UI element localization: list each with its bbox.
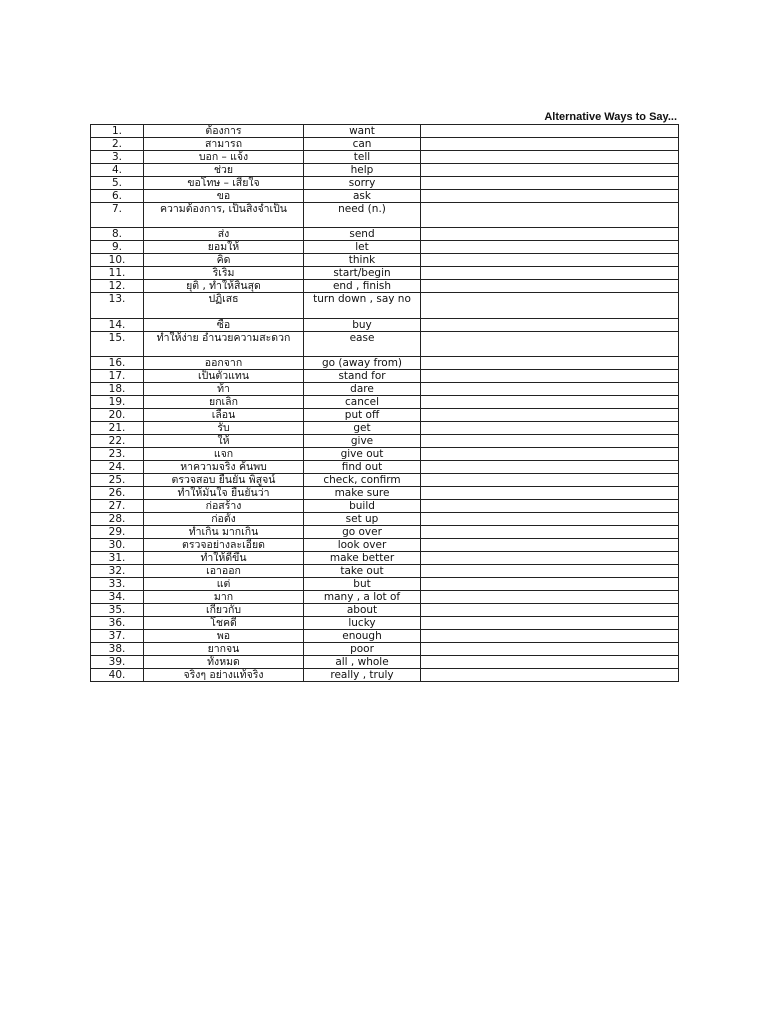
- alternative-cell: [421, 370, 679, 383]
- alternative-cell: [421, 396, 679, 409]
- thai-word: เอาออก: [144, 565, 304, 578]
- english-word: think: [304, 254, 421, 267]
- english-word: check, confirm: [304, 474, 421, 487]
- row-number: 20.: [91, 409, 144, 422]
- row-number: 26.: [91, 487, 144, 500]
- row-number: 27.: [91, 500, 144, 513]
- table-row: [91, 241, 679, 254]
- table-row: [91, 617, 679, 630]
- thai-word: ยอมให้: [144, 241, 304, 254]
- alternative-cell: [421, 138, 679, 151]
- thai-word: ท้า: [144, 383, 304, 396]
- thai-word: จริงๆ อย่างแท้จริง: [144, 669, 304, 682]
- row-number: 39.: [91, 656, 144, 669]
- english-word: turn down , say no: [304, 293, 421, 318]
- english-word: really , truly: [304, 669, 421, 682]
- english-word: find out: [304, 461, 421, 474]
- row-number: 17.: [91, 370, 144, 383]
- table-row: [91, 474, 679, 487]
- row-number: 24.: [91, 461, 144, 474]
- table-row: [91, 513, 679, 526]
- table-row: [91, 396, 679, 409]
- english-word: let: [304, 241, 421, 254]
- table-row: [91, 138, 679, 151]
- table-row: [91, 591, 679, 604]
- alternative-cell: [421, 617, 679, 630]
- row-number: 21.: [91, 422, 144, 435]
- thai-word: พอ: [144, 630, 304, 643]
- english-word: send: [304, 228, 421, 241]
- table-row: [91, 656, 679, 669]
- thai-word: ขอโทษ – เสียใจ: [144, 177, 304, 190]
- alternative-cell: [421, 203, 679, 228]
- english-word: end , finish: [304, 280, 421, 293]
- alternative-cell: [421, 591, 679, 604]
- table-row: [91, 267, 679, 280]
- alternative-cell: [421, 656, 679, 669]
- thai-word: ก่อสร้าง: [144, 500, 304, 513]
- english-word: help: [304, 164, 421, 177]
- row-number: 16.: [91, 357, 144, 370]
- table-row: [91, 409, 679, 422]
- table-row: [91, 357, 679, 370]
- table-row: [91, 435, 679, 448]
- row-number: 15.: [91, 331, 144, 356]
- alternative-cell: [421, 630, 679, 643]
- thai-word: มาก: [144, 591, 304, 604]
- thai-word: ซื้อ: [144, 318, 304, 331]
- row-number: 25.: [91, 474, 144, 487]
- table-row: [91, 151, 679, 164]
- alternative-cell: [421, 293, 679, 318]
- english-word: but: [304, 578, 421, 591]
- table-row: [91, 552, 679, 565]
- alternative-cell: [421, 422, 679, 435]
- thai-word: ยุติ , ทำให้สิ้นสุด: [144, 280, 304, 293]
- row-number: 23.: [91, 448, 144, 461]
- table-row: [91, 125, 679, 138]
- english-word: take out: [304, 565, 421, 578]
- row-number: 14.: [91, 318, 144, 331]
- row-number: 38.: [91, 643, 144, 656]
- row-number: 19.: [91, 396, 144, 409]
- table-row: [91, 500, 679, 513]
- thai-word: แต่: [144, 578, 304, 591]
- row-number: 36.: [91, 617, 144, 630]
- thai-word: แจก: [144, 448, 304, 461]
- thai-word: รับ: [144, 422, 304, 435]
- alternative-cell: [421, 500, 679, 513]
- table-row: [91, 203, 679, 228]
- english-word: start/begin: [304, 267, 421, 280]
- english-word: stand for: [304, 370, 421, 383]
- row-number: 9.: [91, 241, 144, 254]
- table-row: [91, 526, 679, 539]
- table-row: [91, 422, 679, 435]
- alternative-cell: [421, 474, 679, 487]
- english-word: lucky: [304, 617, 421, 630]
- thai-word: หาความจริง ค้นพบ: [144, 461, 304, 474]
- row-number: 13.: [91, 293, 144, 318]
- thai-word: ริเริ่ม: [144, 267, 304, 280]
- row-number: 4.: [91, 164, 144, 177]
- thai-word: ปฏิเสธ: [144, 293, 304, 318]
- row-number: 8.: [91, 228, 144, 241]
- alternative-cell: [421, 526, 679, 539]
- row-number: 29.: [91, 526, 144, 539]
- thai-word: ทำให้ง่าย อำนวยความสะดวก: [144, 331, 304, 356]
- row-number: 12.: [91, 280, 144, 293]
- english-word: make sure: [304, 487, 421, 500]
- row-number: 2.: [91, 138, 144, 151]
- table-row: [91, 487, 679, 500]
- english-word: give: [304, 435, 421, 448]
- thai-word: ขอ: [144, 190, 304, 203]
- thai-word: ตรวจสอบ ยืนยัน พิสูจน์: [144, 474, 304, 487]
- table-row: [91, 318, 679, 331]
- english-word: set up: [304, 513, 421, 526]
- thai-word: ออกจาก: [144, 357, 304, 370]
- english-word: ease: [304, 331, 421, 356]
- english-word: make better: [304, 552, 421, 565]
- thai-word: ให้: [144, 435, 304, 448]
- document-title: Alternative Ways to Say...: [544, 111, 677, 123]
- thai-word: ต้องการ: [144, 125, 304, 138]
- alternative-cell: [421, 435, 679, 448]
- row-number: 30.: [91, 539, 144, 552]
- thai-word: สามารถ: [144, 138, 304, 151]
- row-number: 18.: [91, 383, 144, 396]
- alternative-cell: [421, 164, 679, 177]
- table-row: [91, 370, 679, 383]
- english-word: look over: [304, 539, 421, 552]
- english-word: enough: [304, 630, 421, 643]
- table-row: [91, 383, 679, 396]
- thai-word: เกี่ยวกับ: [144, 604, 304, 617]
- vocabulary-table: [90, 124, 679, 682]
- english-word: put off: [304, 409, 421, 422]
- alternative-cell: [421, 254, 679, 267]
- table-row: [91, 643, 679, 656]
- alternative-cell: [421, 409, 679, 422]
- thai-word: เลื่อน: [144, 409, 304, 422]
- thai-word: ตรวจอย่างละเอียด: [144, 539, 304, 552]
- alternative-cell: [421, 448, 679, 461]
- english-word: many , a lot of: [304, 591, 421, 604]
- row-number: 32.: [91, 565, 144, 578]
- row-number: 10.: [91, 254, 144, 267]
- alternative-cell: [421, 280, 679, 293]
- row-number: 31.: [91, 552, 144, 565]
- table-row: [91, 630, 679, 643]
- table-row: [91, 228, 679, 241]
- table-row: [91, 565, 679, 578]
- row-number: 40.: [91, 669, 144, 682]
- thai-word: ทำให้มั่นใจ ยืนยันว่า: [144, 487, 304, 500]
- alternative-cell: [421, 643, 679, 656]
- english-word: go over: [304, 526, 421, 539]
- english-word: dare: [304, 383, 421, 396]
- english-word: sorry: [304, 177, 421, 190]
- alternative-cell: [421, 669, 679, 682]
- row-number: 11.: [91, 267, 144, 280]
- thai-word: ทั้งหมด: [144, 656, 304, 669]
- alternative-cell: [421, 565, 679, 578]
- table-row: [91, 280, 679, 293]
- table-row: [91, 539, 679, 552]
- row-number: 37.: [91, 630, 144, 643]
- table-row: [91, 293, 679, 318]
- table-row: [91, 604, 679, 617]
- row-number: 22.: [91, 435, 144, 448]
- row-number: 34.: [91, 591, 144, 604]
- english-word: can: [304, 138, 421, 151]
- thai-word: ทำเกิน มากเกิน: [144, 526, 304, 539]
- english-word: build: [304, 500, 421, 513]
- english-word: poor: [304, 643, 421, 656]
- row-number: 3.: [91, 151, 144, 164]
- thai-word: ส่ง: [144, 228, 304, 241]
- alternative-cell: [421, 241, 679, 254]
- alternative-cell: [421, 513, 679, 526]
- english-word: get: [304, 422, 421, 435]
- thai-word: บอก – แจ้ง: [144, 151, 304, 164]
- table-row: [91, 461, 679, 474]
- row-number: 28.: [91, 513, 144, 526]
- thai-word: ยากจน: [144, 643, 304, 656]
- english-word: about: [304, 604, 421, 617]
- thai-word: คิด: [144, 254, 304, 267]
- alternative-cell: [421, 578, 679, 591]
- english-word: buy: [304, 318, 421, 331]
- thai-word: โชคดี: [144, 617, 304, 630]
- row-number: 5.: [91, 177, 144, 190]
- thai-word: ความต้องการ, เป็นสิ่งจำเป็น: [144, 203, 304, 228]
- table-row: [91, 331, 679, 356]
- alternative-cell: [421, 267, 679, 280]
- alternative-cell: [421, 604, 679, 617]
- row-number: 6.: [91, 190, 144, 203]
- table-row: [91, 448, 679, 461]
- thai-word: ก่อตั้ง: [144, 513, 304, 526]
- english-word: all , whole: [304, 656, 421, 669]
- english-word: go (away from): [304, 357, 421, 370]
- thai-word: ทำให้ดีขึ้น: [144, 552, 304, 565]
- alternative-cell: [421, 357, 679, 370]
- alternative-cell: [421, 151, 679, 164]
- alternative-cell: [421, 125, 679, 138]
- alternative-cell: [421, 190, 679, 203]
- row-number: 35.: [91, 604, 144, 617]
- english-word: cancel: [304, 396, 421, 409]
- row-number: 7.: [91, 203, 144, 228]
- table-row: [91, 254, 679, 267]
- english-word: ask: [304, 190, 421, 203]
- table-row: [91, 164, 679, 177]
- thai-word: เป็นตัวแทน: [144, 370, 304, 383]
- table-row: [91, 578, 679, 591]
- thai-word: ช่วย: [144, 164, 304, 177]
- row-number: 1.: [91, 125, 144, 138]
- thai-word: ยกเลิก: [144, 396, 304, 409]
- alternative-cell: [421, 461, 679, 474]
- table-row: [91, 177, 679, 190]
- english-word: want: [304, 125, 421, 138]
- alternative-cell: [421, 177, 679, 190]
- alternative-cell: [421, 539, 679, 552]
- alternative-cell: [421, 552, 679, 565]
- alternative-cell: [421, 487, 679, 500]
- alternative-cell: [421, 228, 679, 241]
- table-row: [91, 190, 679, 203]
- english-word: need (n.): [304, 203, 421, 228]
- english-word: give out: [304, 448, 421, 461]
- vocabulary-table-body: [91, 125, 679, 682]
- english-word: tell: [304, 151, 421, 164]
- alternative-cell: [421, 331, 679, 356]
- alternative-cell: [421, 318, 679, 331]
- table-row: [91, 669, 679, 682]
- row-number: 33.: [91, 578, 144, 591]
- alternative-cell: [421, 383, 679, 396]
